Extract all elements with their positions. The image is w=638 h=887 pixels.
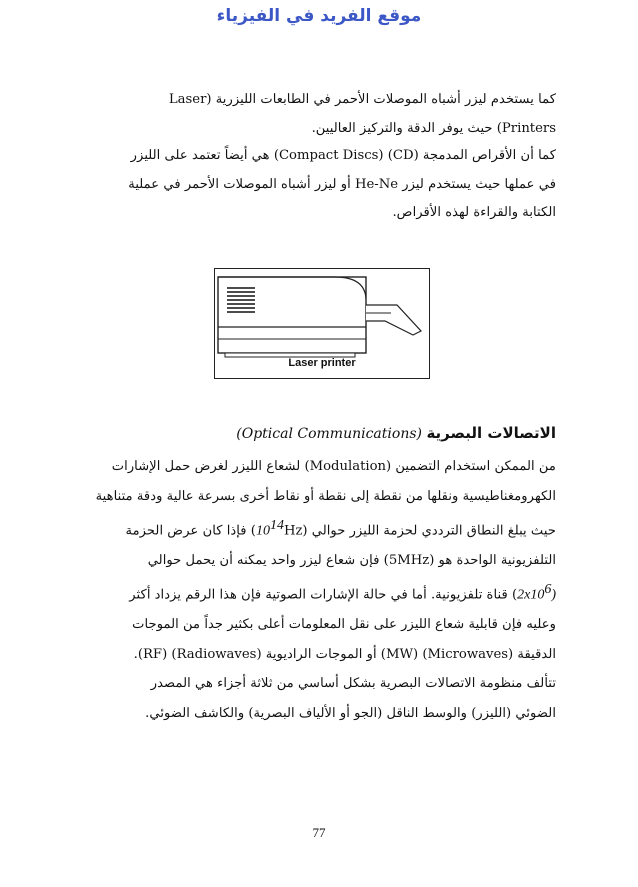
text-line: كما يستخدم ليزر أشباه الموصلات الأحمر في الطابعات الليزرية (Laser <box>168 92 556 107</box>
text-line: الكهرومغناطيسية ونقلها من نقطة إلى نقطة أو نقاط أخرى بسرعة عالية ودقة متناهية <box>95 488 556 504</box>
text-line <box>86 511 556 546</box>
text-fragment: حيث يبلغ النطاق الترددي لحزمة الليزر حوالي ( <box>302 523 556 539</box>
text-line: Printers) حيث يوفر الدقة والتركيز العاليين. <box>311 120 556 136</box>
text-line: وعليه فإن قابلية شعاع الليزر على نقل المعلومات أعلى بكثير جداً من الموجات <box>132 617 556 633</box>
paragraph-optical-communications <box>86 452 556 728</box>
text-line <box>86 575 556 610</box>
section-heading-english: (Optical Communications) <box>236 426 422 442</box>
paragraph-laser-printers <box>86 86 556 143</box>
text-line: الدقيقة (Microwaves) (MW) أو الموجات الراديوية (Radiowaves) (RF). <box>133 646 556 662</box>
paragraph-compact-discs <box>86 142 556 228</box>
laser-printer-figure <box>214 268 430 379</box>
exponent: 6 <box>544 582 552 598</box>
section-heading <box>86 424 556 442</box>
text-line: تتألف منظومة الاتصالات البصرية بشكل أساسي من ثلاثة أجزاء هي المصدر <box>150 676 556 692</box>
text-line: في عملها حيث يستخدم ليزر He-Ne أو ليزر أشباه الموصلات الأحمر في عملية <box>128 176 556 192</box>
site-title: موقع الفريد في الفيزياء <box>216 6 422 26</box>
exponent-base: 10 <box>255 523 270 539</box>
section-heading-arabic: الاتصالات البصرية <box>426 424 556 442</box>
text-fragment: (2x10 <box>517 587 556 603</box>
text-line: كما أن الأقراص المدمجة (CD) (Compact Discs) هي أيضاً تعتمد على الليزر <box>130 148 556 163</box>
text-line: التلفزيونية الواحدة هو (5MHz) فإن شعاع ليزر واحد يمكنه أن يحمل حوالي <box>147 552 556 568</box>
exponent: 14 <box>269 518 284 533</box>
page-number: 77 <box>312 825 326 840</box>
text-fragment: Hz) فإذا كان عرض الحزمة <box>125 523 303 539</box>
figure-caption: Laser printer <box>288 357 356 369</box>
text-line: الضوئي (الليزر) والوسط الناقل (الجو أو الألياف البصرية) والكاشف الضوئي. <box>145 705 556 721</box>
text-fragment: ) قناة تلفزيونية. أما في حالة الإشارات الصوتية فإن هذا الرقم يزداد أكثر <box>129 587 518 603</box>
text-line: الكتابة والقراءة لهذه الأقراص. <box>392 205 556 220</box>
text-line: من الممكن استخدام التضمين (Modulation) لشعاع الليزر لغرض حمل الإشارات <box>111 459 556 474</box>
